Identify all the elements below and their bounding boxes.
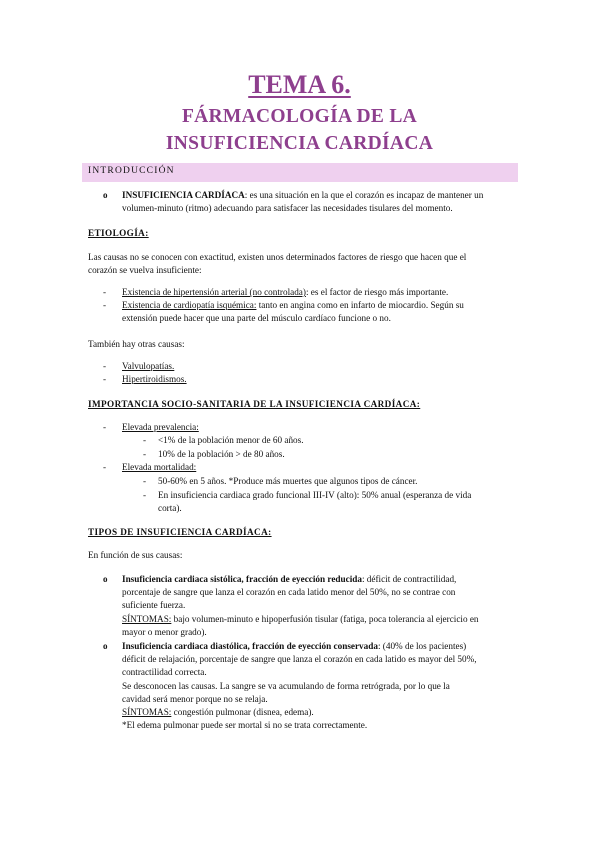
bullet-dash: - [143, 490, 147, 500]
intro-definition-line-2: volumen-minuto (ritmo) adecuando para satisfacer las necesidades tisulares del momento. [122, 203, 453, 213]
document-title: TEMA 6. [248, 70, 351, 99]
tipo-diastolica-note: *El edema pulmonar puede ser mortal si no se trata correctamente. [122, 720, 368, 730]
etiologia-item-hipertension [122, 286, 448, 298]
tipo-diastolica-sintomas [122, 706, 314, 718]
tipo-diastolica-line-3: contractilidad correcta. [122, 667, 207, 677]
tipo-sistolica-line-1 [122, 573, 456, 585]
sintomas-text: congestión pulmonar (disnea, edema). [171, 707, 314, 717]
etiologia-item-valvulopatias: Valvulopatías. [122, 361, 175, 371]
bullet-dash: - [103, 374, 107, 384]
bullet-dash: - [103, 300, 107, 310]
tipo-diastolica-line-2: déficit de relajación, porcentaje de sangre que lanza el corazón en cada latido es mayor del 50%, [122, 654, 477, 664]
tipos-heading: TIPOS DE INSUFICIENCIA CARDÍACA: [88, 527, 272, 537]
tipo-diastolica-line-1 [122, 640, 466, 652]
item-text: tanto en angina como en infarto de miocardio. Según su [256, 300, 464, 310]
importancia-item-mortalidad: Elevada mortalidad: [122, 462, 197, 472]
intro-def-text: : es una situación en la que el corazón es incapaz de mantener un [244, 190, 484, 200]
tipo-diastolica-term: Insuficiencia cardiaca diastólica, fracción de eyección conservada [122, 641, 378, 651]
bullet-dash: - [103, 287, 107, 297]
item-text: : es el factor de riesgo más importante. [305, 287, 449, 297]
importancia-subitem: En insuficiencia cardiaca grado funcional III-IV (alto): 50% anual (esperanza de vida [158, 490, 472, 500]
importancia-subitem-line-2: corta). [158, 503, 182, 513]
bullet-dash: - [143, 449, 147, 459]
sintomas-text: bajo volumen-minuto e hipoperfusión tisular (fatiga, poca tolerancia al ejercicio en [171, 614, 479, 624]
tipo-sistolica-sintomas [122, 613, 479, 625]
etiologia-paragraph-line-1: Las causas no se conocen con exactitud, existen unos determinados factores de riesgo que hacen que el [88, 252, 467, 262]
etiologia-item-cardiopatia [122, 299, 464, 311]
tipo-sistolica-line-2: porcentaje de sangre que lanza el corazón en cada latido menor del 50%, no se contrae con [122, 587, 456, 597]
bullet-circle: o [103, 641, 108, 651]
sintomas-label: SÍNTOMAS: [122, 707, 172, 717]
bullet-dash: - [103, 422, 107, 432]
intro-term: INSUFICIENCIA CARDÍACA [122, 190, 245, 200]
tipo-text: : (40% de los pacientes) [377, 641, 467, 651]
intro-section-label: INTRODUCCIÓN [88, 166, 175, 176]
tipo-sistolica-term: Insuficiencia cardiaca sistólica, fracción de eyección reducida [122, 574, 362, 584]
sintomas-label: SÍNTOMAS: [122, 614, 172, 624]
etiologia-paragraph-2: También hay otras causas: [88, 339, 185, 349]
bullet-circle: o [103, 574, 108, 584]
tipo-diastolica-line-4: Se desconocen las causas. La sangre se va acumulando de forma retrógrada, por lo que la [122, 681, 450, 691]
intro-definition-line-1 [122, 189, 483, 201]
importancia-subitem: 50-60% en 5 años. *Produce más muertes que algunos tipos de cáncer. [158, 476, 418, 486]
bullet-dash: - [103, 462, 107, 472]
tipos-intro: En función de sus causas: [88, 550, 183, 560]
bullet-dash: - [143, 476, 147, 486]
etiologia-item-hipertiroidismos: Hipertiroidismos. [122, 374, 187, 384]
tipo-diastolica-line-5: cavidad será menor porque no se relaja. [122, 694, 268, 704]
importancia-subitem: <1% de la población menor de 60 años. [158, 435, 304, 445]
etiologia-item-cardiopatia-line-2: extensión puede hacer que una parte del músculo cardíaco funcione o no. [122, 313, 391, 323]
bullet-dash: - [103, 361, 107, 371]
tipo-text: : déficit de contractilidad, [361, 574, 457, 584]
etiologia-paragraph-line-2: corazón se vuelva insuficiente: [88, 265, 202, 275]
item-underlined: Existencia de hipertensión arterial (no controlada) [122, 287, 306, 297]
importancia-item-prevalencia: Elevada prevalencia: [122, 422, 199, 432]
document-subtitle-line-1: FÁRMACOLOGÍA DE LA [181, 106, 418, 127]
etiologia-heading: ETIOLOGÍA: [88, 228, 149, 238]
item-underlined: Existencia de cardiopatía isquémica: [122, 300, 257, 310]
importancia-heading: IMPORTANCIA SOCIO-SANITARIA DE LA INSUFICIENCIA CARDÍACA: [88, 399, 421, 409]
bullet-dash: - [143, 435, 147, 445]
bullet-circle: o [103, 190, 108, 200]
document-subtitle-line-2: INSUFICIENCIA CARDÍACA [165, 133, 434, 154]
tipo-sistolica-line-3: suficiente fuerza. [122, 600, 186, 610]
tipo-sistolica-sintomas-line-2: mayor o menor grado). [122, 627, 207, 637]
importancia-subitem: 10% de la población > de 80 años. [158, 449, 285, 459]
